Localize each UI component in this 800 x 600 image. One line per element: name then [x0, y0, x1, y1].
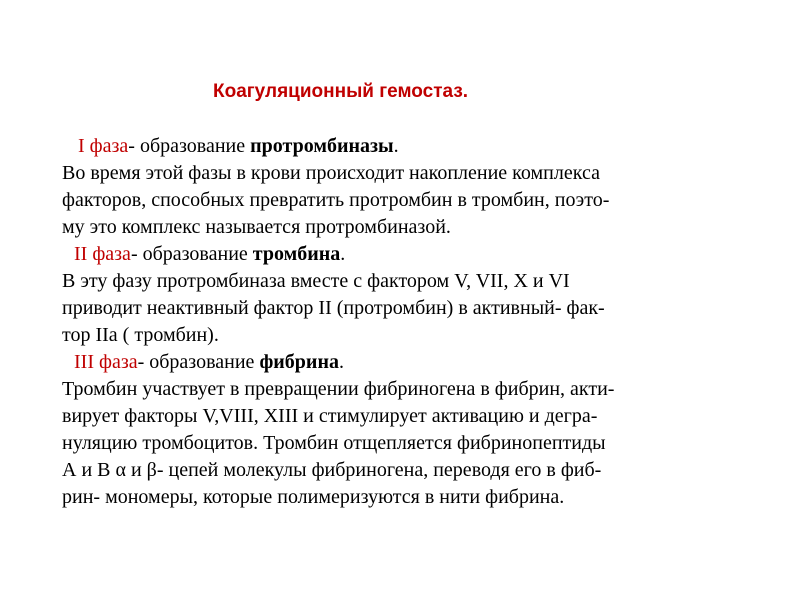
phase-3-text-line: вирует факторы V,VIII, XIII и стимулирует активацию и дегра- [62, 405, 598, 427]
phase-2-text-line: В эту фазу протромбиназа вместе с фактором V, VII, X и VI [62, 270, 570, 292]
phase-1-intro: - образование [128, 135, 251, 157]
phase-1-text-line: му это комплекс называется протромбиназой. [62, 216, 451, 238]
phase-1-term-end: . [393, 135, 399, 157]
phase-3-text-line: рин- мономеры, которые полимеризуются в нити фибрина. [62, 486, 565, 508]
phase-2-text-line: тор IIа ( тромбин). [62, 324, 219, 346]
phase-1-label: I фаза [78, 135, 129, 157]
phase-3-term-end: . [338, 351, 344, 373]
phase-3-intro: - образование [137, 351, 260, 373]
phase-1-text-line: факторов, способных превратить протромбин в тромбин, поэто- [62, 189, 610, 211]
phase-2-text-line: приводит неактивный фактор II (протромбин) в активный- фак- [62, 297, 605, 319]
phase-3-text-line: Тромбин участвует в превращении фибриногена в фибрин, акти- [62, 378, 615, 400]
phase-3-text-line: А и В α и β- цепей молекулы фибриногена, переводя его в фиб- [62, 459, 602, 481]
phase-2-intro: - образование [130, 243, 253, 265]
phase-3-label: III фаза [74, 351, 138, 373]
phase-2-heading [62, 241, 752, 268]
phase-2-term: тромбина [252, 243, 341, 265]
phase-2-label: II фаза [74, 243, 131, 265]
phase-1-term: протромбиназы [250, 135, 394, 157]
phase-3-text-line: нуляцию тромбоцитов. Тромбин отщепляется фибринопептиды [62, 432, 606, 454]
phase-1-text-line: Во время этой фазы в крови происходит накопление комплекса [62, 162, 600, 184]
phase-1-heading [62, 133, 752, 160]
phase-3-heading [62, 349, 752, 376]
slide-body [62, 133, 752, 511]
slide-title: Коагуляционный гемостаз. [213, 81, 469, 102]
phase-3-term: фибрина [259, 351, 339, 373]
phase-2-term-end: . [340, 243, 346, 265]
